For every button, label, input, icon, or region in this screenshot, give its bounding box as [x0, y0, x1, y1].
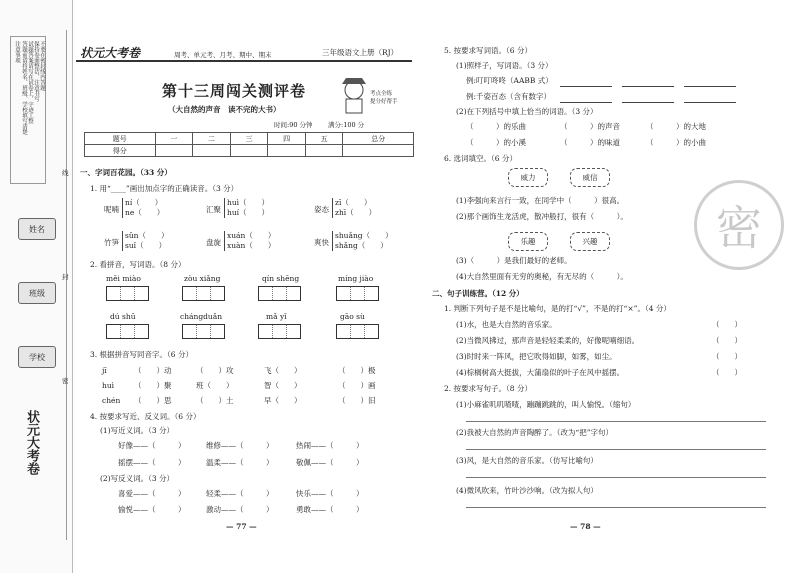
score-input[interactable] — [268, 145, 306, 157]
q5-fill[interactable]: （ ）的声音 — [560, 122, 620, 131]
q1-stem: 1. 用“____”画出加点字的正确读音。（3 分） — [90, 184, 239, 193]
q1-option[interactable]: sǔn（ ） — [125, 231, 169, 240]
pinyin: chángduǎn — [180, 312, 223, 321]
q1-option[interactable]: ní（ ） — [125, 198, 163, 207]
rewrite-item: (4)微风吹来，竹叶沙沙响。（改为拟人句） — [456, 486, 598, 495]
seal-line — [66, 30, 67, 540]
q1-options — [332, 231, 393, 251]
writing-grid[interactable] — [258, 324, 301, 339]
s2-q2-stem: 2. 按要求写句子。（8 分） — [444, 384, 532, 393]
q6-sentence[interactable]: (1)李强向来言行一致，在同学中（ ）很高。 — [456, 196, 625, 205]
score-cell: 一 — [155, 133, 193, 145]
answer-line[interactable] — [466, 506, 766, 508]
answer-line[interactable] — [466, 448, 766, 450]
judge-mark[interactable]: （ ） — [712, 336, 742, 345]
score-cell: 五 — [305, 133, 343, 145]
q5-answer-blank[interactable] — [622, 77, 674, 87]
q4-anti[interactable]: 轻柔——（ ） — [206, 489, 274, 498]
q5-sub1: (1)照样子，写词语。（3 分） — [456, 61, 553, 70]
q5-fill[interactable]: （ ）的小曲 — [646, 138, 706, 147]
q6-sentence[interactable]: (2)那个画饰生龙活虎，散冲般打，很有（ ）。 — [456, 212, 628, 221]
writing-grid[interactable] — [106, 324, 149, 339]
pinyin: gāo sù — [340, 312, 365, 321]
q3-pinyin: jī — [102, 366, 107, 375]
score-input[interactable] — [155, 145, 193, 157]
seal-char: 线 — [62, 169, 69, 177]
q6-sentence[interactable]: (4)大自然里面有无穷的奥秘，有无尽的（ ）。 — [456, 272, 628, 281]
q1-word: 汇聚 — [206, 205, 221, 214]
notice-line: 保持卷面整洁，注意书写 — [33, 41, 39, 102]
q4-near[interactable]: 好像——（ ） — [118, 441, 186, 450]
q1-options — [224, 198, 269, 218]
q6-stem: 6. 选词填空。（6 分） — [444, 154, 517, 163]
q5-fill[interactable]: （ ）的乐曲 — [466, 122, 526, 131]
q5-example: 例:叮叮咚咚（AABB 式） — [466, 76, 553, 85]
q5-answer-blank[interactable] — [622, 93, 674, 103]
q5-stem: 5. 按要求写词语。（6 分） — [444, 46, 532, 55]
score-cell: 三 — [230, 133, 268, 145]
q1-option[interactable]: zī（ ） — [335, 198, 372, 207]
q3-blank[interactable]: （ ）画 — [338, 381, 376, 390]
q3-blank[interactable]: 班（ ） — [196, 381, 234, 390]
score-table — [84, 132, 414, 157]
q3-blank[interactable]: （ ）聚 — [134, 381, 172, 390]
page-number-right: — 78 — — [570, 522, 601, 531]
page-title: 第十三周闯关测评卷 — [162, 82, 307, 100]
q4-near[interactable]: 维修——（ ） — [206, 441, 274, 450]
q4-anti[interactable]: 喜爱——（ ） — [118, 489, 186, 498]
word-cloud: 威力 — [508, 168, 548, 187]
answer-line[interactable] — [466, 420, 766, 422]
q5-answer-blank[interactable] — [684, 77, 736, 87]
judge-mark[interactable]: （ ） — [712, 368, 742, 377]
q3-blank[interactable]: 早（ ） — [264, 396, 302, 405]
q1-option[interactable]: suǐ（ ） — [125, 241, 167, 250]
writing-grid[interactable] — [182, 286, 225, 301]
q3-stem: 3. 根据拼音写同音字。（6 分） — [90, 350, 193, 359]
q4-anti[interactable]: 愉悦——（ ） — [118, 505, 186, 514]
q3-blank[interactable]: （ ）动 — [134, 366, 172, 375]
pinyin: měi miào — [106, 274, 141, 283]
writing-grid[interactable] — [336, 286, 379, 301]
q5-fill[interactable]: （ ）的小溪 — [466, 138, 526, 147]
rewrite-item: (3)风，是大自然的音乐家。（仿写比喻句） — [456, 456, 598, 465]
notice-line: 不要在密封线内答题 — [39, 41, 45, 91]
q1-option[interactable]: xuàn（ ） — [227, 241, 276, 250]
q4-anti[interactable]: 快乐——（ ） — [296, 489, 364, 498]
s2-q1-stem: 1. 判断下列句子是不是比喻句，是的打“√”，不是的打“×”。（4 分） — [444, 304, 671, 313]
notice-title: 注意事项 — [14, 41, 20, 63]
q4-near[interactable]: 摇摆——（ ） — [118, 458, 186, 467]
judge-item: (1)水，也是大自然的音乐家。 — [456, 320, 557, 329]
page-number-left: — 77 — — [226, 522, 257, 531]
pinyin: dú shū — [110, 312, 136, 321]
word-cloud: 兴趣 — [570, 232, 610, 251]
section-2-title: 二、句子训练营。（12 分） — [432, 289, 524, 298]
score-input[interactable] — [193, 145, 231, 157]
q4-anti[interactable]: 激动——（ ） — [206, 505, 274, 514]
q1-word: 盘旋 — [206, 238, 221, 247]
writing-grid[interactable] — [106, 286, 149, 301]
q3-blank[interactable]: （ ）极 — [338, 366, 376, 375]
section-1-title: 一、字词百花园。（33 分） — [80, 168, 172, 177]
mascot-caption: 考点全练 提分好帮手 — [370, 91, 398, 105]
score-cell: 得分 — [85, 145, 156, 157]
seal-char: 密 — [62, 377, 69, 385]
judge-item: (4)棕榈树高大挺拔，大蒲扇似的叶子在风中摇摆。 — [456, 368, 625, 377]
q6-sentence[interactable]: (3)（ ）是我们最好的老师。 — [456, 256, 572, 265]
q1-options — [122, 231, 169, 251]
notice-line: 试题答案请写在试卷上，字迹工整 — [27, 41, 33, 124]
q1-option[interactable]: ne（ ） — [125, 208, 165, 217]
writing-grid[interactable] — [182, 324, 225, 339]
q3-blank[interactable]: （ ）旧 — [338, 396, 376, 405]
judge-mark[interactable]: （ ） — [712, 352, 742, 361]
notice-box — [10, 36, 46, 184]
q5-answer-blank[interactable] — [560, 93, 612, 103]
q4-sub2: (2)写反义词。（3 分） — [100, 474, 175, 483]
writing-grid[interactable] — [336, 324, 379, 339]
school-label: 学校 — [18, 346, 56, 368]
score-row-values — [85, 145, 414, 157]
q1-options — [224, 231, 275, 251]
score-input[interactable] — [343, 145, 414, 157]
q3-blank[interactable]: 飞（ ） — [264, 366, 302, 375]
q4-sub1: (1)写近义词。（3 分） — [100, 426, 175, 435]
q4-stem: 4. 按要求写近、反义词。（6 分） — [90, 412, 201, 421]
score-row-header — [85, 133, 414, 145]
q3-blank[interactable]: （ ）土 — [196, 396, 234, 405]
q1-word: 呢喃 — [104, 205, 119, 214]
header-grade: 三年级语文上册（RJ） — [322, 48, 399, 57]
q1-option[interactable]: huì（ ） — [227, 198, 270, 207]
brand-logo: 状元大考卷 — [80, 46, 141, 60]
judge-mark[interactable]: （ ） — [712, 320, 742, 329]
q4-near[interactable]: 温柔——（ ） — [206, 458, 274, 467]
q1-option[interactable]: shǎng（ ） — [335, 241, 388, 250]
header-slogan: 周考、单元考、月考、期中、期末 — [174, 51, 272, 59]
score-cell: 题号 — [85, 133, 156, 145]
q1-option[interactable]: shuǎng（ ） — [335, 231, 393, 240]
q4-near[interactable]: 敬佩——（ ） — [296, 458, 364, 467]
page-subtitle: （大自然的声音 读不完的大书） — [168, 105, 281, 114]
class-label: 班级 — [18, 282, 56, 304]
q3-pinyin: chén — [102, 396, 121, 405]
q2-stem: 2. 看拼音，写词语。（8 分） — [90, 260, 186, 269]
q5-sub2: (2)在下列括号中填上恰当的词语。（3 分） — [456, 107, 598, 116]
q3-pinyin: huì — [102, 381, 115, 390]
notice-line: 答题前请将姓名、班级、学校填写清楚 — [21, 41, 27, 135]
full-score: 满分:100 分 — [328, 121, 365, 129]
q5-fill[interactable]: （ ）的味道 — [560, 138, 620, 147]
score-cell: 四 — [268, 133, 306, 145]
q1-word: 爽快 — [314, 238, 329, 247]
q1-options — [122, 198, 164, 218]
q4-anti[interactable]: 勇敢——（ ） — [296, 505, 364, 514]
score-input[interactable] — [230, 145, 268, 157]
writing-grid[interactable] — [258, 286, 301, 301]
rewrite-item: (1)小麻雀叽叽喳喳，蹦蹦跳跳的，叫人愉悦。（缩句） — [456, 400, 636, 409]
q1-word: 竹笋 — [104, 238, 119, 247]
q1-option[interactable]: xuán（ ） — [227, 231, 276, 240]
score-cell: 二 — [193, 133, 231, 145]
word-cloud: 威信 — [570, 168, 610, 187]
q5-answer-blank[interactable] — [684, 93, 736, 103]
q5-example: 例:千姿百态（含有数字） — [466, 92, 552, 101]
exam-time: 时间:90 分钟 — [274, 121, 313, 129]
q1-option[interactable]: huí（ ） — [227, 208, 270, 217]
q3-blank[interactable]: （ ）思 — [134, 396, 172, 405]
judge-item: (2)当微风拂过，那声音是轻轻柔柔的，好像呢喃细语。 — [456, 336, 640, 345]
q4-near[interactable]: 热闹——（ ） — [296, 441, 364, 450]
q1-option[interactable]: zhī（ ） — [335, 208, 377, 217]
q3-blank[interactable]: 智（ ） — [264, 381, 302, 390]
rewrite-item: (2)我被大自然的声音陶醉了。（改为“把”字句） — [456, 428, 614, 437]
judge-item: (3)时时来一阵风，把它吹得如脚，如雾，如尘。 — [456, 352, 617, 361]
pinyin: zòu xiǎng — [184, 274, 221, 283]
pinyin: qín shēng — [262, 274, 300, 283]
score-input[interactable] — [305, 145, 343, 157]
score-cell: 总分 — [343, 133, 414, 145]
name-label: 姓名 — [18, 218, 56, 240]
seal-stamp: 密 — [694, 180, 784, 270]
q1-word: 姿态 — [314, 205, 329, 214]
pinyin: mǎ yǐ — [266, 312, 287, 321]
q3-blank[interactable]: （ ）攻 — [196, 366, 234, 375]
answer-line[interactable] — [466, 476, 766, 478]
q5-fill[interactable]: （ ）的大地 — [646, 122, 706, 131]
word-cloud: 乐趣 — [508, 232, 548, 251]
q5-answer-blank[interactable] — [560, 77, 612, 87]
sidebar-brand-logo: 状元大考卷 — [24, 410, 39, 475]
seal-char: 封 — [62, 273, 69, 281]
q1-options — [332, 198, 376, 218]
pinyin: míng jiào — [338, 274, 374, 283]
